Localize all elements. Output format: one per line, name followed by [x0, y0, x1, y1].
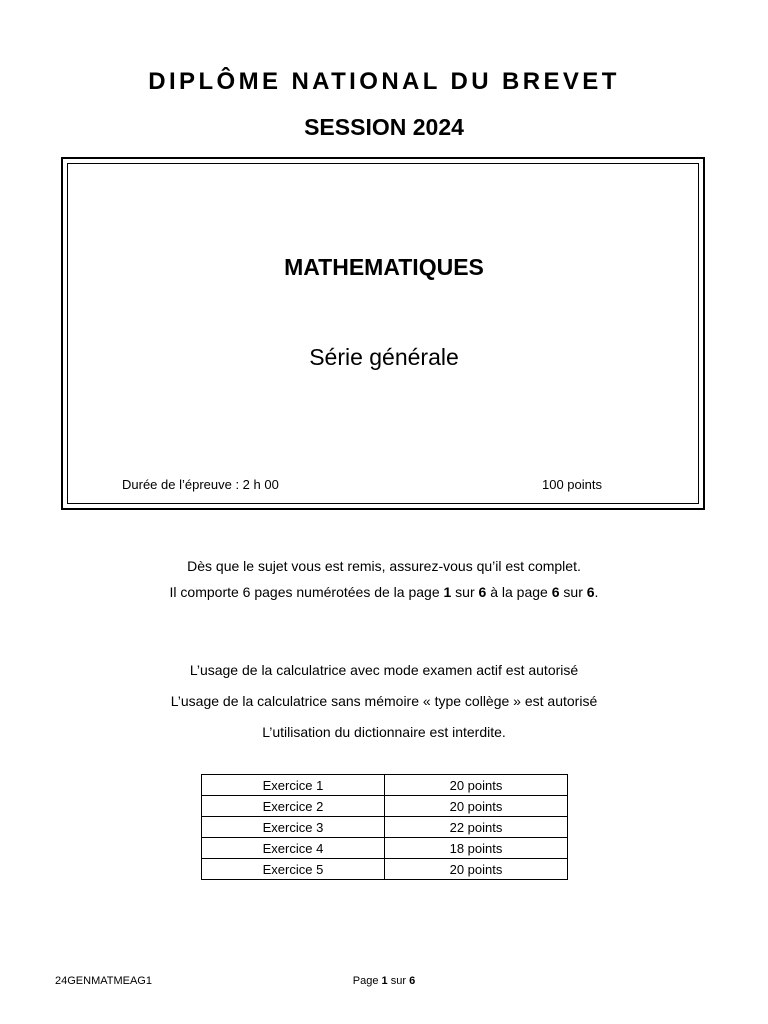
page-number-part: sur: [387, 975, 410, 987]
instruction-line-2-part: sur: [559, 584, 587, 600]
calculator-rule-2: L’usage de la calculatrice sans mémoire « type collège » est autorisé: [170, 693, 598, 709]
instruction-line-2-part: sur: [451, 584, 479, 600]
exercise-name: Exercice 5: [202, 859, 385, 880]
table-row: [202, 838, 568, 859]
table-row: [202, 775, 568, 796]
table-row: [202, 817, 568, 838]
table-row: [202, 859, 568, 880]
calculator-rule-1: L’usage de la calculatrice avec mode examen actif est autorisé: [189, 662, 579, 678]
instruction-line-2-part: à la page: [486, 584, 552, 600]
exam-title: DIPLÔME NATIONAL DU BREVET: [148, 68, 620, 95]
instruction-line-2-part: Il comporte 6 pages numérotées de la page: [169, 584, 444, 600]
exercise-points: 22 points: [385, 817, 568, 838]
page-number-part: 6: [409, 975, 416, 987]
page-number-part: Page: [352, 975, 382, 987]
instruction-line-2-part: 6: [478, 584, 487, 600]
table-row: [202, 796, 568, 817]
page-number: [0, 975, 768, 987]
exercise-name: Exercice 1: [202, 775, 385, 796]
serie-title: Série générale: [309, 344, 459, 370]
exercise-points: 20 points: [385, 796, 568, 817]
dictionary-rule: L’utilisation du dictionnaire est interdite.: [262, 724, 506, 740]
exercise-name: Exercice 2: [202, 796, 385, 817]
exercise-name: Exercice 4: [202, 838, 385, 859]
subject-title: MATHEMATIQUES: [284, 254, 484, 280]
exercise-name: Exercice 3: [202, 817, 385, 838]
instruction-line-2-part: 1: [443, 584, 452, 600]
instruction-line-2-part: 6: [586, 584, 595, 600]
instruction-line-1: Dès que le sujet vous est remis, assurez-vous qu’il est complet.: [187, 558, 581, 574]
exercise-points: 20 points: [385, 775, 568, 796]
exercise-points: 20 points: [385, 859, 568, 880]
instruction-line-2-part: .: [594, 584, 599, 600]
document-code: 24GENMATMEAG1: [55, 975, 152, 987]
session-title: SESSION 2024: [304, 114, 464, 140]
exercise-points: 18 points: [385, 838, 568, 859]
subject-frame-inner: [67, 163, 699, 504]
exercise-points-table: [201, 774, 568, 880]
instruction-line-2: [0, 584, 768, 600]
instruction-line-2-part: 6: [551, 584, 560, 600]
exam-duration: Durée de l’épreuve : 2 h 00: [122, 477, 279, 492]
page-number-part: 1: [381, 975, 388, 987]
total-points: 100 points: [542, 477, 602, 492]
